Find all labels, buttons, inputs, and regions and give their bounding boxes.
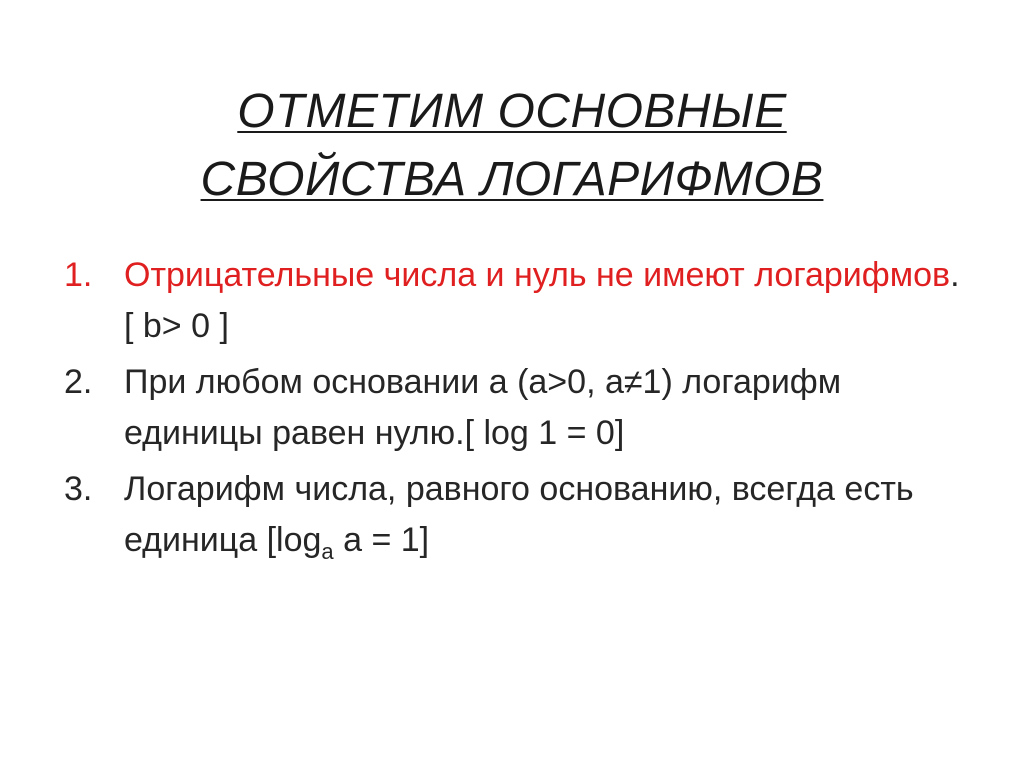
item-text-end: a = 1]: [333, 521, 430, 559]
item-number: 3.: [64, 470, 93, 508]
item-number: 1.: [64, 256, 93, 294]
slide-title: [60, 78, 964, 214]
item-text-highlight: Отрицательные числа и нуль не имеют логарифмов: [124, 256, 951, 294]
item-number: 2.: [64, 363, 93, 401]
list-item: [64, 464, 964, 569]
item-text: При любом основании а (а>0, а≠1) логарифм единицы равен нулю.[ log 1 = 0]: [124, 363, 842, 452]
list-item: [64, 250, 964, 352]
title-line-1: ОТМЕТИМ ОСНОВНЫЕ: [237, 85, 787, 138]
title-line-2: СВОЙСТВА ЛОГАРИФМОВ: [200, 153, 824, 206]
properties-list: [64, 250, 964, 574]
item-text: . [ b> 0 ]: [124, 256, 960, 345]
item-text: Логарифм числа, равного основанию, всегда есть единица [log: [124, 470, 914, 559]
list-item: [64, 357, 964, 459]
log-base-subscript: a: [321, 539, 334, 564]
